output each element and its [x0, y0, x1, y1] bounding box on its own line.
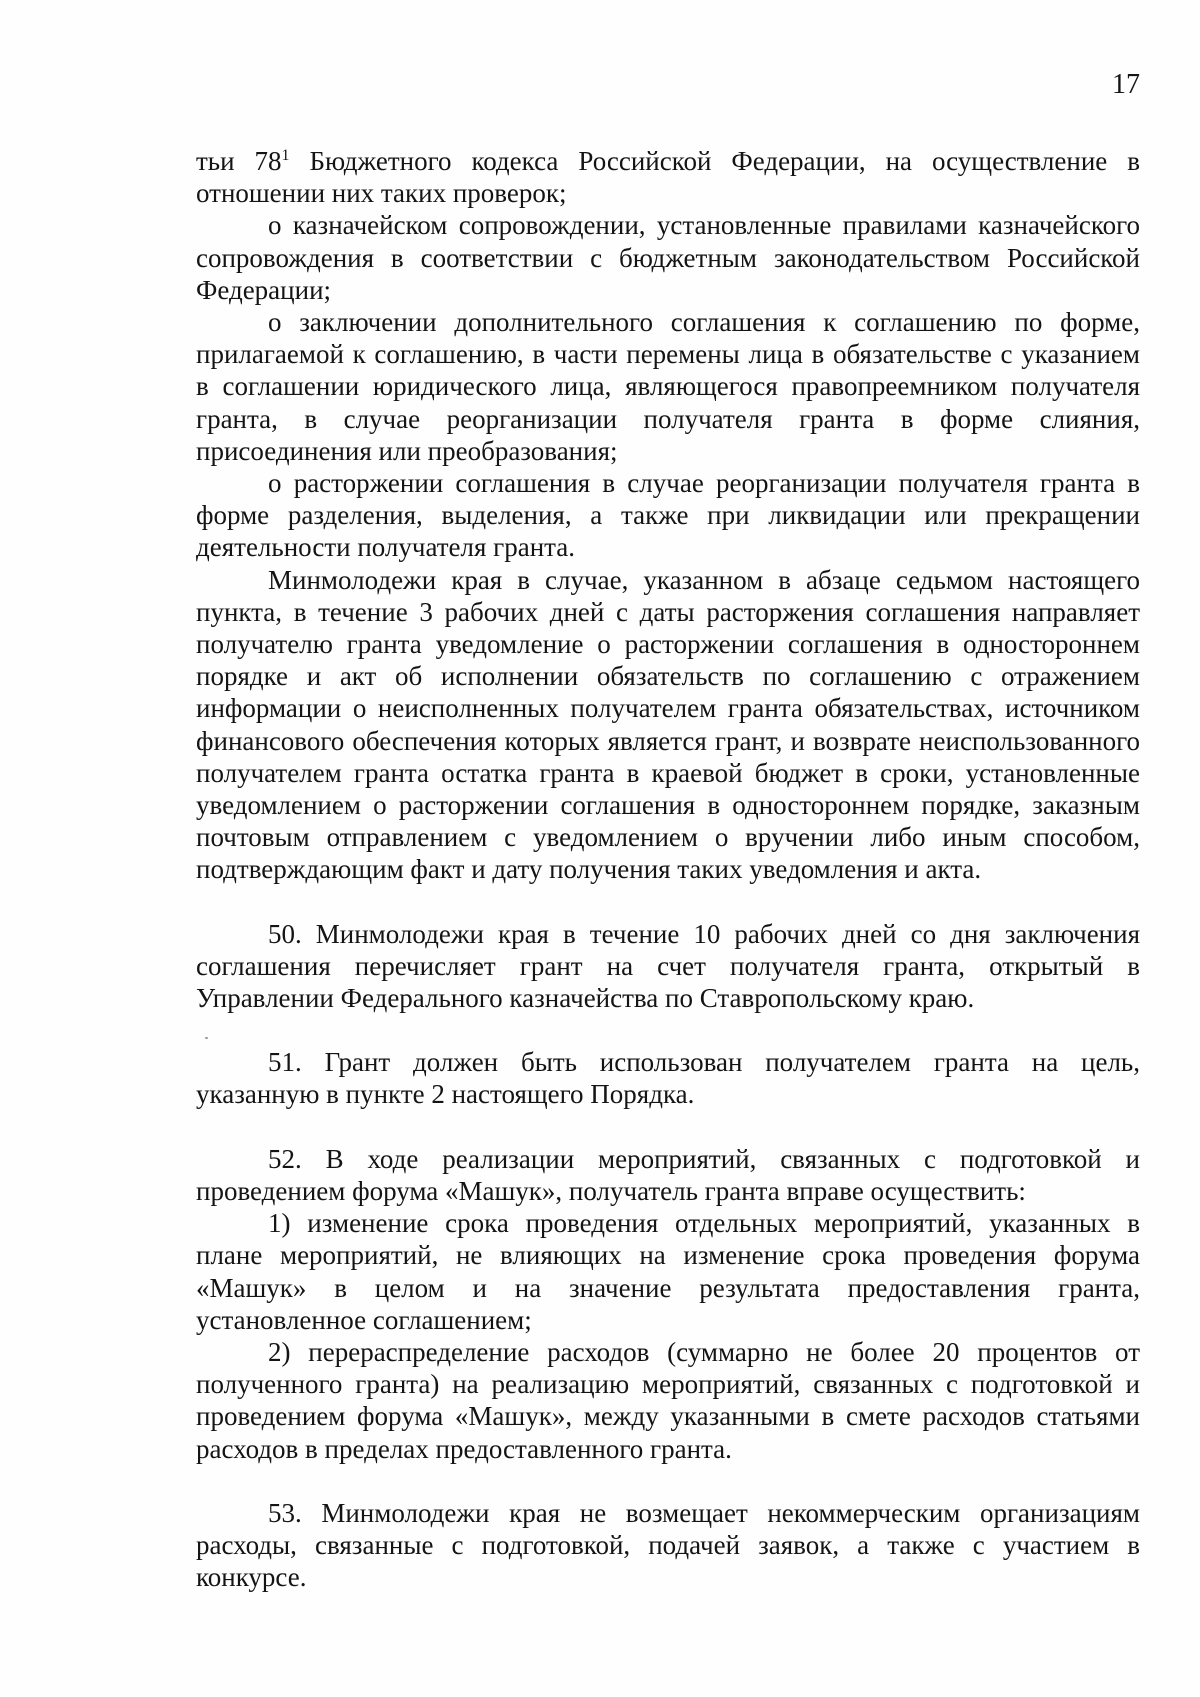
paragraph-treasury-support: о казначейском сопровождении, установленные правилами казначейского сопровождения в соответствии с бюджетным законодательством Российской Федерации;: [196, 210, 1140, 305]
section-53: 53. Минмолодежи края не возмещает некоммерческим организациям расходы, связанные с подготовкой, подачей заявок, а также с участием в конкурсе.: [196, 1497, 1140, 1593]
paragraph-audit-consent: [196, 145, 1140, 209]
document-body: [196, 145, 1140, 1593]
section-50: 50. Минмолодежи края в течение 10 рабочих дней со дня заключения соглашения перечисляет грант на счет получателя гранта, открытый в Управлении Федерального казначейства по Ставропольскому краю.: [196, 918, 1140, 1014]
paragraph-text: Бюджетного кодекса Российской Федерации, на осуществление в отношении них таких проверок;: [196, 146, 1140, 209]
superscript-mark: 1: [281, 147, 290, 164]
scan-speck: [205, 1037, 208, 1039]
section-51: 51. Грант должен быть использован получателем гранта на цель, указанную в пункте 2 настоящего Порядка.: [196, 1047, 1140, 1110]
paragraph-text: тьи 78: [196, 146, 282, 176]
paragraph-termination-notice: Минмолодежи края в случае, указанном в абзаце седьмом настоящего пункта, в течение 3 рабочих дней с даты расторжения соглашения направляет получателю гранта уведомление о расторжении соглашения в одностороннем порядке и акт об исполнении обязательств по соглашению с отражением информации о неисполненных получателем гранта обязательствах, источником финансового обеспечения которых является грант, и возврате неиспользованного получателем гранта остатка гранта в краевой бюджет в сроки, установленные уведомлением о расторжении соглашения в одностороннем порядке, заказным почтовым отправлением с уведомлением о вручении либо иным способом, подтверждающим факт и дату получения таких уведомления и акта.: [196, 564, 1140, 885]
section-52-item-1: 1) изменение срока проведения отдельных мероприятий, указанных в плане мероприятий, не влияющих на изменение срока проведения форума «Машук» в целом и на значение результата предоставления гранта, установленное соглашением;: [196, 1208, 1140, 1335]
page-number: 17: [1112, 69, 1140, 100]
paragraph-additional-agreement: о заключении дополнительного соглашения к соглашению по форме, прилагаемой к соглашению, в части перемены лица в обязательстве с указанием в соглашении юридического лица, являющегося правопреемником получателя гранта, в случае реорганизации получателя гранта в форме слияния, присоединения или преобразования;: [196, 307, 1140, 466]
section-52: 52. В ходе реализации мероприятий, связанных с подготовкой и проведением форума «Машук», получатель гранта вправе осуществить:: [196, 1143, 1140, 1206]
section-52-item-2: 2) перераспределение расходов (суммарно не более 20 процентов от полученного гранта) на реализацию мероприятий, связанных с подготовкой и проведением форума «Машук», между указанными в смете расходов статьями расходов в пределах предоставленного гранта.: [196, 1336, 1140, 1464]
paragraph-termination: о расторжении соглашения в случае реорганизации получателя гранта в форме разделения, выделения, а также при ликвидации или прекращении деятельности получателя гранта.: [196, 468, 1140, 563]
